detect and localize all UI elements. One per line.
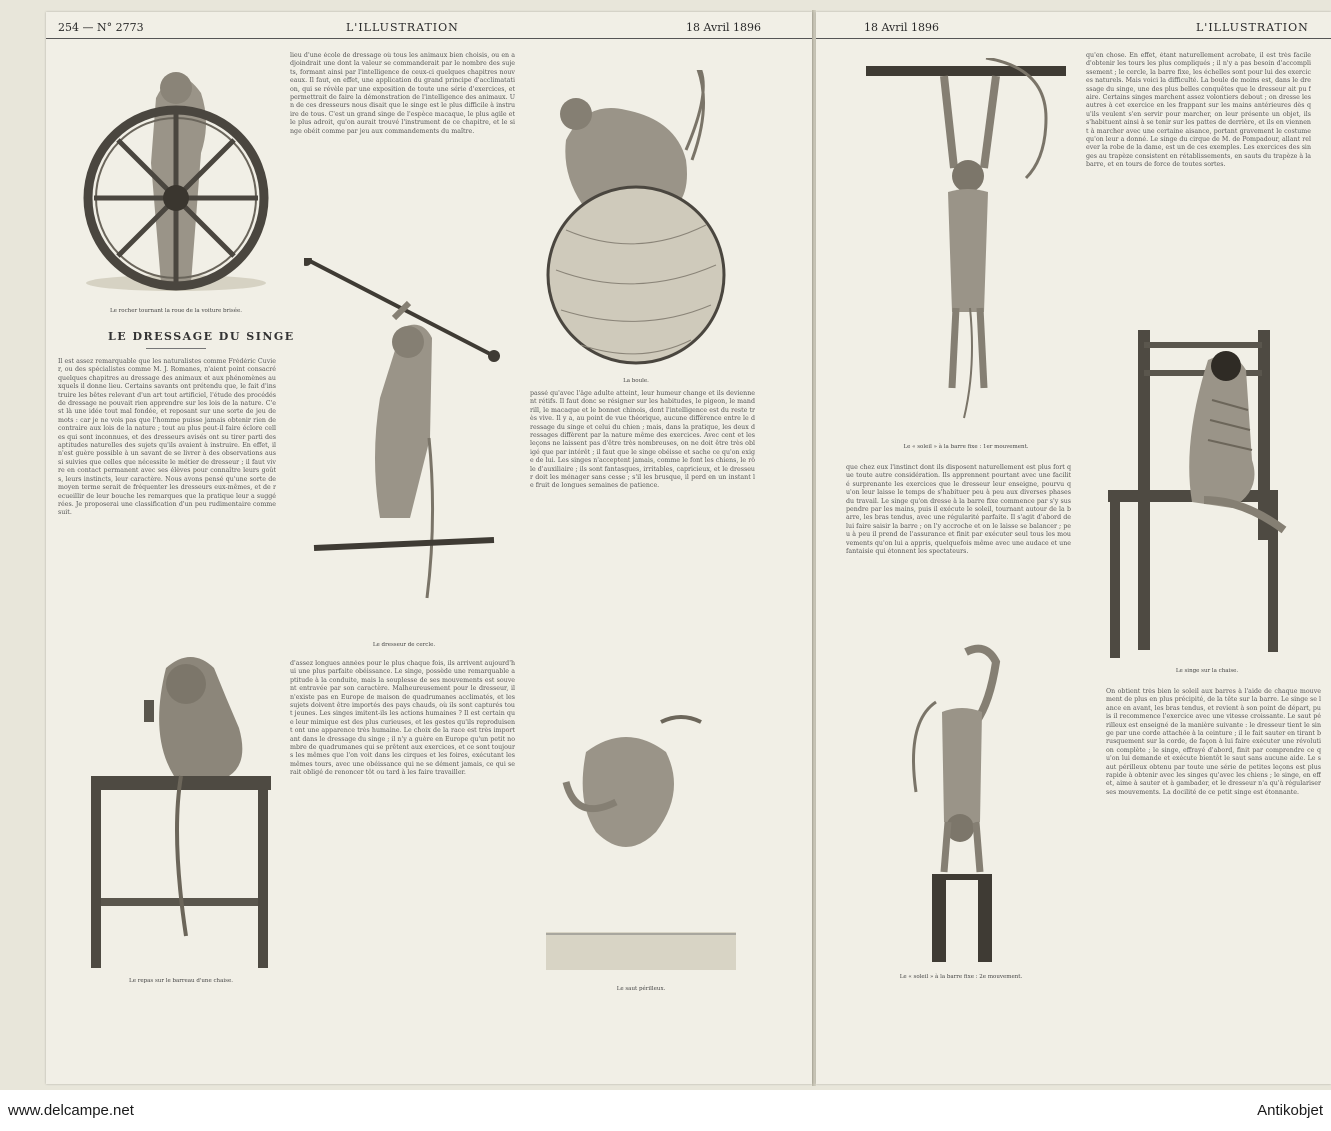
wheel-monkey-illustration <box>76 58 276 296</box>
right-page-header <box>816 18 1331 39</box>
chair-caption: Le repas sur le barreau d'une chaise. <box>129 978 233 984</box>
ball-caption: La boule. <box>623 378 649 384</box>
watermark-footer <box>0 1090 1331 1131</box>
column-1-text: Il est assez remarquable que les naturalistes comme Frédéric Cuvier, ou des spécialistes comme M. J. Romanes, n'aient point consacré quelques chapitres au dressage des animaux et aux phénomènes auxquels il donne lieu. Certains savants ont prétendu que, le fait d'instruire les bêtes relevant d'un art tout artificiel, l'étude des procédés de dressage ne pouvait rien apprendre sur les lois de la nature. C'est là une idée tout mal fondée, et reposant sur une sorte de jeu de mots : car je ne vois pas que l'homme puisse jamais obtenir rien de contraire aux lois de la nature ; tout au plus peut-il faire éclore celles qui sont inconnues, et des dresseurs avisés ont su tirer parti des aptitudes naturelles des sujets qu'ils avaient à instruire. En effet, il n'est guère possible à un savant de se livrer à des observations aussi suivies que celles que nécessite le métier de dresseur ; il faut vivre en contact permanent avec ses élèves pour connaître leurs goûts, leurs instincts, leur caractère. Nous avons pensé qu'une sorte de moyen terme serait de fréquenter les dresseurs eux-mêmes, et de recueillir de leur bouche les remarques que la pratique leur a suggérées. Je proposerai une classification d'un peu rudimentaire comme suit. <box>58 358 276 517</box>
column-2-text-bottom: d'assez longues années pour le plus chaque fois, ils arrivent aujourd'hui une plus parfaite obéissance. Le singe, possède une remarquable aptitude à la conduite, mais la souplesse de ses mouvements est souvent entravée par son caractère. Malheureusement pour le dresseur, il n'existe pas en Europe de maison de quadrumanes acclimatés, et les sujets doivent être importés des pays chauds, où ils sont capturés tout jeunes. Les singes imitent-ils les actions humaines ? Il est certain que leur mimique est des plus curieuses, et les gestes qu'ils reproduisent ont une apparence très humaine. Le choix de la race est très important dans le dressage du singe ; il n'y a guère en Europe qu'un petit nombre de quadrumanes qui se prêtent aux exercices, et ce sont toujours les mêmes que l'on voit dans les cirques et les foires, exécutant les mêmes tours, avec une obéissance qui ne se dément jamais, ce qui serait obligé de renoncer tôt ou tard à les faire travailler. <box>290 660 515 777</box>
right-column-1-text: qu'en chose. En effet, étant naturellement acrobate, il est très facile d'obtenir les tours les plus compliqués ; il n'y a pas besoin d'accomplissement ; le cercle, la barre fixe, les échelles sont pour lui des exercices naturels. Mais voici la difficulté. La boule de moins est, dans le dressage du singe, une des plus belles conquêtes que le dresseur ait pu faire. Certains singes marchent assez volontiers debout ; on dresse les autres à cet exercice en les frappant sur les mains antérieures dès qu'ils veulent s'en servir pour marcher, on leur présente un objet, ils s'habituent ainsi à se tenir sur les pattes de derrière, et ils en viennent à marcher avec une certaine aisance, portant gravement le costume qu'on leur a donné. Le singe du cirque de M. de Pompadour, allant relever la robe de la dame, est un de ces exemples. Les exercices des singes au trapèze consistent en rétablissements, en sauts du trapèze à la barre, et en tours de force de toutes sortes. <box>1086 52 1311 169</box>
handstand-monkey-illustration <box>896 642 1036 962</box>
left-page-header <box>46 18 812 39</box>
page-number: 254 — N° 2773 <box>58 21 144 34</box>
jump-monkey-illustration <box>546 702 736 972</box>
bar-monkey-illustration <box>304 258 504 630</box>
hanging-caption: Le « soleil » à la barre fixe : 1er mouvement. <box>903 444 1029 450</box>
chair-monkey-illustration <box>86 648 276 970</box>
journal-title: L'ILLUSTRATION <box>346 21 459 34</box>
column-3-text: passé qu'avec l'âge adulte atteint, leur humeur change et ils deviennent rétifs. Il faut donc se résigner sur les habitudes, le pigeon, le mandrill, le macaque et le bonnet chinois, dont l'intelligence est du reste très vive. Il y a, au point de vue théorique, aucune différence entre le dressage du singe et celui du chien ; mais, dans la pratique, les deux dressages diffèrent par la nature même des exercices. Avec cent et les leçons ne laissent pas d'être très nombreuses, on ne doit être très obligé que par intérêt ; il faut que le singe obéisse et sache ce qu'on exige de lui. Les singes n'acceptent jamais, comme le font les chiens, le rôle d'auxiliaire ; ils sont fantasques, irritables, capricieux, et le dresseur doit les ménager sans cesse ; s'il les brusque, il perd en un instant le fruit de longues semaines de patience. <box>530 390 755 490</box>
seated-caption: Le singe sur la chaise. <box>1175 668 1239 674</box>
issue-date: 18 Avril 1896 <box>686 21 761 34</box>
handstand-caption: Le « soleil » à la barre fixe : 2e mouvement. <box>899 974 1023 980</box>
right-column-2-text: que chez eux l'instinct dont ils disposent naturellement est plus fort que toute autre considération. Ils apprennent pourtant avec une facilité surprenante les exercices que le dresseur leur enseigne, pourvu qu'on leur laisse le temps de s'habituer peu à peu aux diverses phases du travail. Le singe qu'on dresse à la barre fixe commence par s'y suspendre par les mains, puis il exécute le soleil, tournant autour de la barre, les bras tendus, avec une régularité parfaite. Il s'agit d'abord de lui faire saisir la barre ; on l'y accroche et on le laisse se balancer ; peu à peu il prend de l'assurance et finit par exécuter seul tous les mouvements qu'on lui a appris, quelquefois même avec une audace et une fantaisie qui étonnent les spectateurs. <box>846 464 1071 556</box>
right-issue-date: 18 Avril 1896 <box>864 21 939 34</box>
column-2-text-top: lieu d'une école de dressage où tous les animaux bien choisis, ou en adjoindrait une dont la valeur se commanderait par le nombre des sujets, formant ainsi par l'intelligence de ceux-ci quelques chapitres nouveaux. Il faut, en effet, une application du grand principe d'acclimatation, qui se révèle par une exposition de toute une série d'exercices, et permettrait de faire la démonstration de l'intelligence des animaux. Un de ces dresseurs nous disait que le singe est le plus difficile à instruire de tous. C'est un grand singe de l'espèce macaque, le plus agile et le plus adroit, qu'on aurait trouvé l'instrument de ce chapitre, et le singe obéit comme par jeu aux commandements du maître. <box>290 52 515 135</box>
footer-site-right: Antikobjet <box>1257 1102 1323 1119</box>
jump-caption: Le saut périlleux. <box>616 986 666 992</box>
footer-site-left: www.delcampe.net <box>8 1102 134 1119</box>
right-journal-title: L'ILLUSTRATION <box>1196 21 1309 34</box>
right-column-3-text: On obtient très bien le soleil aux barres à l'aide de chaque mouvement de plus en plus précipité, de la tête sur la barre. Le singe se lance en avant, les bras tendus, et revient à son point de départ, puis il recommence l'exercice avec une vitesse croissante. Le saut périlleux est enseigné de la manière suivante : le dresseur tient le singe par une corde attachée à la ceinture ; il le fait sauter en tirant brusquement sur la corde, de façon à lui faire exécuter une révolution complète ; le singe, effrayé d'abord, finit par comprendre ce qu'on lui demande et exécute bientôt le saut sans aucune aide. Le saut périlleux obtenu par toute une série de petites leçons est plus rapide à obtenir avec les singes qu'avec les chiens ; le singe, en effet, aime à sauter et à gambader, et le dresseur n'a qu'à régulariser ses mouvements. La docilité de ce petit singe est étonnante. <box>1106 688 1321 796</box>
seated-monkey-illustration <box>1108 330 1306 658</box>
hanging-monkey-illustration <box>866 58 1066 438</box>
left-page <box>46 12 812 1084</box>
title-rule <box>146 348 206 349</box>
right-page <box>816 12 1331 1084</box>
article-title: LE DRESSAGE DU SINGE <box>108 330 295 343</box>
ball-monkey-illustration <box>536 70 736 370</box>
wheel-caption: Le rocher tournant la roue de la voiture brisée. <box>110 308 242 314</box>
bar-caption: Le dresseur de cercle. <box>372 642 436 648</box>
